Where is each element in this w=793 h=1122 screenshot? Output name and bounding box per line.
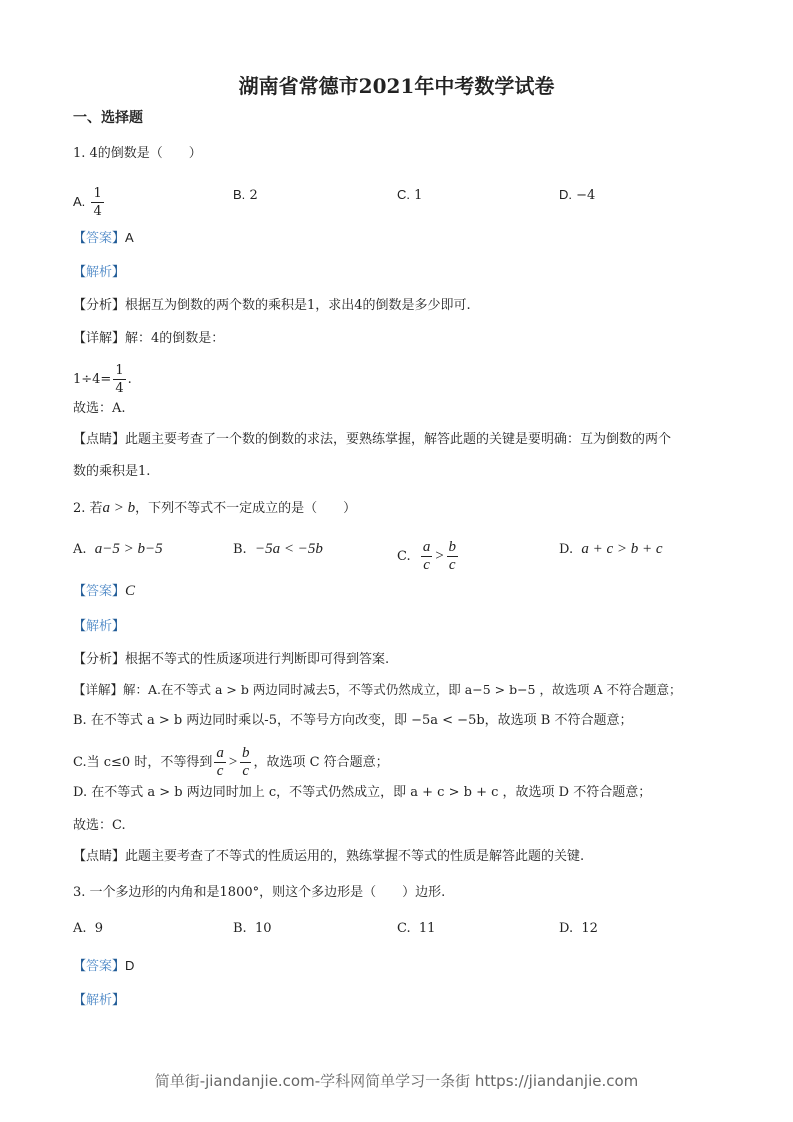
q3-option-a: A. 9 (73, 921, 104, 936)
section-heading: 一、选择题 (73, 110, 143, 126)
q1-calc: 1÷4= $\frac{1}{4}$ . (73, 363, 132, 396)
page-title: 湖南省常德市2021年中考数学试卷 (238, 74, 555, 98)
q2-option-a: A. a−5 > b−5 (73, 541, 163, 557)
q2-xiangjie-d: D. 在不等式 a > b 两边同时加上 c，不等式仍然成立，即 a + c > b + c ，故选项 D 不符合题意； (73, 785, 652, 800)
q2-xiangjie-c: C.当 c≤0 时，不等得到 $\frac{a}{c}$ > $\frac{b}{c}$ ，故选项 C 符合题意； (73, 745, 389, 779)
q1-answer: 【答案】A (73, 230, 134, 246)
q1-option-b: B. 2 (233, 187, 258, 203)
q1-option-d: D. −4 (559, 187, 596, 203)
q1-xiangjie: 【详解】解：4的倒数是： (73, 331, 225, 346)
q2-answer: 【答案】C (73, 583, 136, 599)
q1-option-a: A. $\frac{1}{4}$ (73, 186, 102, 219)
fraction: $\frac{1}{4}$ (93, 186, 102, 219)
q2-dianjing: 【点睛】此题主要考查了不等式的性质运用的，熟练掌握不等式的性质是解答此题的关键. (73, 849, 585, 864)
q1-stem: 1. 4的倒数是（ ） (73, 146, 202, 161)
q3-answer: 【答案】D (73, 958, 135, 974)
q1-fenxi: 【分析】根据互为倒数的两个数的乘积是1，求出4的倒数是多少即可. (73, 298, 471, 313)
q1-option-c: C. 1 (397, 187, 423, 203)
q1-choose: 故选：A. (73, 401, 126, 416)
q3-option-d: D. 12 (559, 921, 598, 936)
q2-choose: 故选：C. (73, 818, 126, 833)
q2-xiangjie-a: 【详解】解：A.在不等式 a > b 两边同时减去5，不等式仍然成立，即 a−5 > b−5 ，故选项 A 不符合题意； (73, 682, 682, 697)
q3-analysis-label: 【解析】 (73, 993, 126, 1008)
q3-option-b: B. 10 (233, 921, 272, 936)
q2-xiangjie-b: B. 在不等式 a > b 两边同时乘以-5，不等号方向改变，即 −5a < −5b，故选项 B 不符合题意； (73, 713, 633, 728)
q2-option-c: C. $\frac{a}{c}$ > $\frac{b}{c}$ (397, 539, 457, 573)
footer-watermark: 简单街-jiandanjie.com-学科网简单学习一条街 https://jiandanjie.com (154, 1072, 639, 1090)
q2-option-d: D. a + c > b + c (559, 541, 663, 557)
q2-fenxi: 【分析】根据不等式的性质逐项进行判断即可得到答案. (73, 652, 390, 667)
q3-option-c: C. 11 (397, 921, 436, 936)
q1-dianjing: 【点睛】此题主要考查了一个数的倒数的求法，要熟练掌握，解答此题的关键是要明确：互为倒数的两个 (73, 432, 672, 447)
q2-option-b: B. −5a < −5b (233, 541, 323, 557)
q2-stem: 2. 若a > b，下列不等式不一定成立的是（ ） (73, 500, 357, 516)
q3-stem: 3. 一个多边形的内角和是1800°，则这个多边形是（ ）边形. (73, 885, 446, 900)
q1-dianjing-cont: 数的乘积是1. (73, 464, 151, 479)
q2-analysis-label: 【解析】 (73, 619, 126, 634)
q1-analysis-label: 【解析】 (73, 265, 126, 280)
